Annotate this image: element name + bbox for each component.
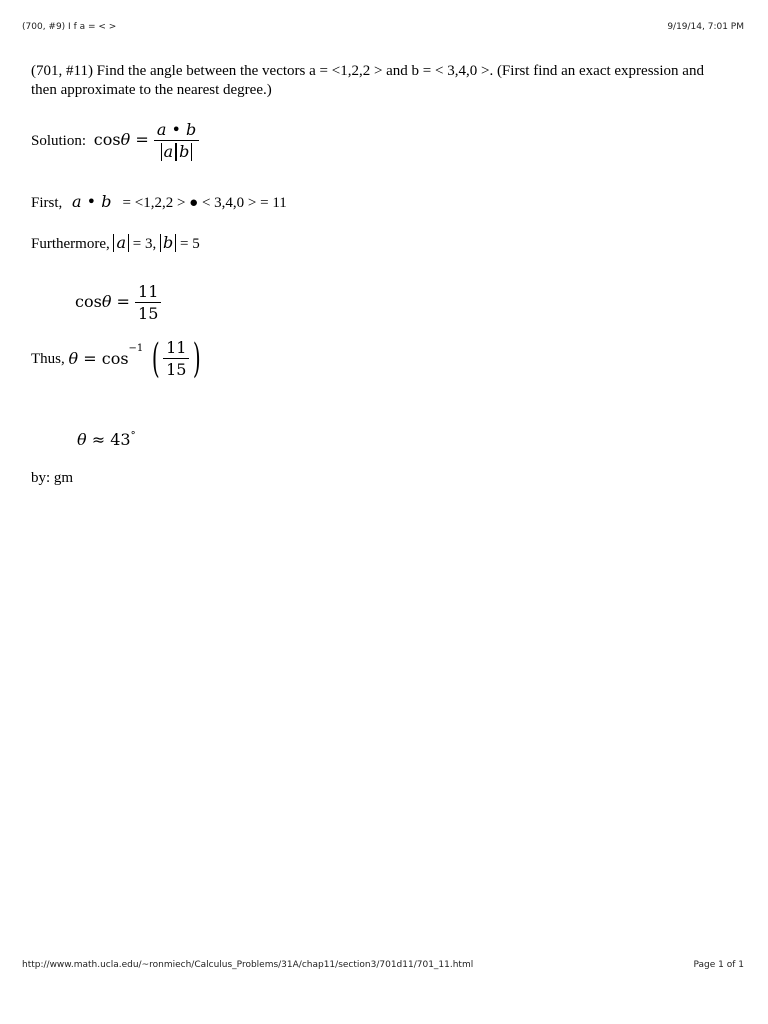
approx-value: 43 — [110, 430, 131, 449]
thus-label: Thus, — [31, 351, 65, 368]
footer-page: Page 1 of 1 — [693, 960, 744, 970]
cos-text: cos — [93, 130, 121, 149]
cos-theta-formula — [93, 120, 199, 161]
denominator: 15 — [166, 360, 187, 379]
norm-b-value: = 5 — [180, 236, 200, 252]
furthermore-row — [31, 234, 200, 253]
inverse-exponent: −1 — [128, 343, 144, 354]
cos-inverse-text: cos — [101, 349, 129, 368]
equals-sign: = — [135, 130, 149, 149]
thus-row — [31, 335, 204, 382]
header-title: (700, #9) I f a = < > — [22, 22, 117, 32]
cos-text: cos — [75, 292, 102, 311]
arccos-formula — [68, 335, 205, 382]
theta-symbol: θ — [77, 430, 87, 449]
numerator: 11 — [138, 282, 159, 301]
denominator: 15 — [138, 304, 159, 323]
first-result: = <1,2,2 > ● < 3,4,0 > = 11 — [122, 195, 287, 211]
norm-a: a — [113, 234, 129, 252]
fraction-11-15 — [163, 338, 189, 379]
theta-symbol: θ — [68, 349, 79, 368]
content — [31, 62, 731, 486]
equals-sign: = — [116, 292, 130, 311]
solution-label: Solution: — [31, 133, 87, 149]
first-row — [31, 192, 287, 212]
vector-a: a — [72, 192, 82, 211]
theta-symbol: θ — [101, 292, 112, 311]
dot-product-fraction — [154, 120, 199, 161]
cos-value-row — [75, 282, 161, 323]
vector-a: a — [156, 120, 167, 139]
a-dot-b — [72, 192, 117, 211]
vector-b: b — [101, 192, 112, 211]
numerator: 11 — [166, 338, 187, 357]
degree-symbol: ° — [130, 430, 136, 442]
approx-row — [77, 430, 136, 449]
first-label: First, — [31, 195, 63, 211]
fraction-11-15 — [135, 282, 161, 323]
furthermore-label: Furthermore, — [31, 236, 110, 252]
theta-symbol: θ — [120, 130, 131, 149]
dot-operator: • — [86, 192, 97, 211]
dot-operator: • — [171, 120, 181, 139]
norm-a-value: = 3, — [132, 236, 157, 252]
solution-row — [31, 120, 199, 161]
header-timestamp: 9/19/14, 7:01 PM — [667, 22, 744, 32]
byline: by: gm — [31, 470, 74, 486]
right-paren-icon: ) — [192, 335, 201, 382]
norm-b: b — [160, 234, 176, 252]
left-paren-icon: ( — [152, 335, 161, 382]
norm-a: a — [161, 143, 177, 161]
equals-sign: = — [83, 349, 97, 368]
footer-url[interactable]: http://www.math.ucla.edu/~ronmiech/Calculus_Problems/31A/chap11/section3/701d11/701_11.html — [22, 960, 474, 970]
approx-symbol: ≈ — [91, 430, 106, 449]
problem-statement: (701, #11) Find the angle between the vectors a = <1,2,2 > and b = < 3,4,0 >. (First find an exact expression and then approximate to the nearest degree.) — [31, 63, 704, 98]
vector-b: b — [185, 120, 197, 139]
norm-b: b — [176, 143, 192, 161]
